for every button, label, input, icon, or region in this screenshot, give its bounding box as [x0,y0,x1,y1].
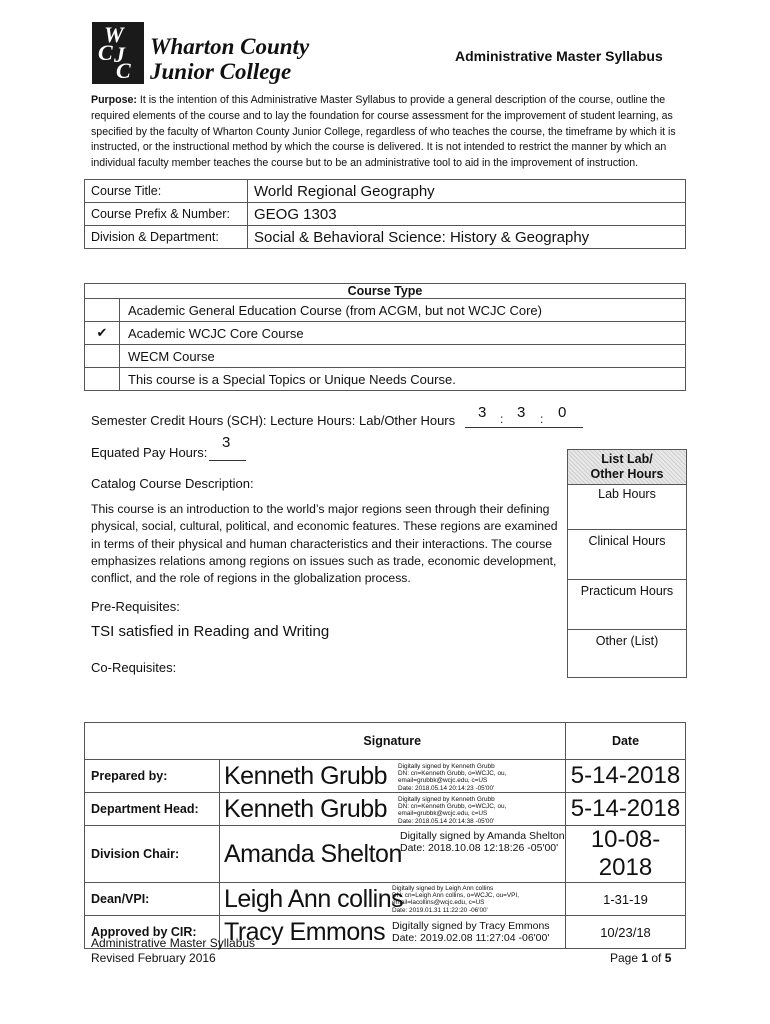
signer-name: Kenneth Grubb [224,761,388,790]
sig-meta-line: email=grubbk@wcjc.edu, c=US [398,810,488,818]
lab-hours-heading-line2: Other Hours [590,467,664,481]
signer-role: Prepared by: [85,760,220,793]
catalog-label: Catalog Course Description: [91,476,254,491]
sig-meta-line: email=grubbk@wcjc.edu, c=US [398,777,488,785]
sch-underline [465,427,583,428]
digital-signature-details [398,763,506,792]
signature-date: 5-14-2018 [566,793,686,826]
sig-meta-line: Digitally signed by Kenneth Grubb [398,796,495,803]
signature-date: 1-31-19 [566,883,686,916]
purpose-label: Purpose: [91,94,137,106]
institution-line1: Wharton County [150,34,310,59]
division-row [85,226,686,249]
course-type-row [85,322,686,345]
page-of: of [648,951,665,965]
sig-meta-line: DN: cn=Kenneth Grubb, o=WCJC, ou, [398,770,507,778]
page-current: 1 [641,951,649,965]
signature-row [85,883,686,916]
signature-cell[interactable] [220,760,566,793]
sig-meta-line: Digitally signed by Kenneth Grubb [398,763,495,770]
course-prefix-row [85,203,686,226]
sch-label: Semester Credit Hours (SCH): Lecture Hours: Lab/Other Hours [91,413,456,428]
page-number [610,951,671,965]
signer-name: Leigh Ann collins [224,884,404,913]
digital-signature-details [392,920,550,944]
signature-cell[interactable] [220,826,566,883]
college-logo [92,22,144,84]
signature-date: 10-08-2018 [566,826,686,883]
course-prefix-label: Course Prefix & Number: [85,203,248,226]
sig-header-blank [85,723,220,760]
signer-role: Division Chair: [85,826,220,883]
equated-value: 3 [222,434,231,451]
sig-meta-line: Date: 2019.01.31 11:22:20 -06'00' [392,906,488,914]
prereq-value: TSI satisfied in Reading and Writing [91,623,330,640]
date-column-header: Date [566,723,686,760]
coreq-label: Co-Requisites: [91,660,177,675]
logo-letter: C [98,40,113,65]
signer-role: Approved by CIR: [85,916,220,949]
lecture-separator: : [540,412,544,426]
signature-column-header: Signature [220,723,566,760]
course-type-row [85,368,686,391]
signature-cell[interactable] [220,916,566,949]
sig-meta-line: Date: 2018.05.14 20:14:38 -05'00' [398,817,495,825]
footer [91,936,255,966]
sig-meta-line: DN: cn=Kenneth Grubb, o=WCJC, ou, [398,803,507,811]
signer-role: Dean/VPI: [85,883,220,916]
clinical-hours-cell: Clinical Hours [568,530,687,580]
prereq-label: Pre-Requisites: [91,599,180,614]
lab-hours-heading [568,450,687,485]
course-type-label: WECM Course [120,345,686,368]
sch-value: 3 [478,404,487,421]
sch-separator: : [500,412,504,426]
logo-letter: J [114,42,125,67]
division-label: Division & Department: [85,226,248,249]
catalog-description: This course is an introduction to the world’s major regions seen through their defining physical, social, cultural, political, and economic features. These regions are examined in terms of their physical and human characteristics and their interactions. The course emphasizes relations among regions on issues such as trade, economic development, conflict, and the role of regions in the globalization process. [91,502,558,586]
purpose-paragraph [91,93,687,172]
course-type-checkbox[interactable] [85,299,120,322]
footer-line2: Revised February 2016 [91,951,216,965]
logo-letter: W [104,22,124,47]
sig-meta-line: Digitally signed by Tracy Emmons [392,920,550,932]
signer-name: Tracy Emmons [224,917,386,946]
equated-label: Equated Pay Hours: [91,445,208,460]
other-hours-cell: Other (List) [568,630,687,678]
course-type-table [84,283,686,391]
digital-signature-details [392,885,519,914]
lab-hours-heading-line1: List Lab/ [601,452,653,466]
division-value: Social & Behavioral Science: History & Geography [248,226,686,249]
logo-letter: C [116,58,131,83]
digital-signature-details [398,796,506,825]
signature-date: 10/23/18 [566,916,686,949]
course-type-heading: Course Type [85,284,686,299]
page-prefix: Page [610,951,642,965]
purpose-text: It is the intention of this Administrative Master Syllabus to provide a general description of the course, outline the required elements of the course and to lay the foundation for course assessment for the improvement of student learning, as specified by the faculty of Wharton County Junior College, regardless of who teaches the course, the timeframe by which it is instructed, or the instructional method by which the course is delivered. It is not intended to restrict the manner by which an individual faculty member teaches the course but to be an administrative tool to aid in the improvement of instruction. [91,94,676,170]
sig-meta-line: Digitally signed by Leigh Ann collins [392,885,494,892]
equated-underline [209,460,246,461]
signer-name: Amanda Shelton [224,839,402,868]
sig-meta-line: DN: cn=Leigh Ann collins, o=WCJC, ou=VPI, [392,892,519,900]
institution-line2: Junior College [150,59,292,84]
course-info-table [84,179,686,249]
sig-meta-line: Digitally signed by Amanda Shelton [400,830,565,842]
signature-row [85,826,686,883]
course-type-checkbox[interactable]: ✔ [85,322,120,345]
footer-line1: Administrative Master Syllabus [91,936,256,950]
course-prefix-value: GEOG 1303 [248,203,686,226]
signer-name: Kenneth Grubb [224,794,388,823]
signature-date: 5-14-2018 [566,760,686,793]
page-total: 5 [664,951,672,965]
institution-name [150,34,309,84]
course-type-checkbox[interactable] [85,345,120,368]
course-type-checkbox[interactable] [85,368,120,391]
sig-meta-line: Date: 2018.05.14 20:14:23 -05'00' [398,784,495,792]
document-title: Administrative Master Syllabus [455,48,663,64]
course-type-row [85,345,686,368]
digital-signature-details [400,830,565,854]
course-title-label: Course Title: [85,180,248,203]
practicum-hours-cell: Practicum Hours [568,580,687,630]
sig-meta-line: Date: 2019.02.08 11:27:04 -06'00' [392,932,550,944]
sig-meta-line: email=lacollins@wcjc.edu, c=US [392,899,485,907]
signature-table [84,722,686,949]
lab-hours-table [567,449,687,678]
course-title-row [85,180,686,203]
signature-cell[interactable] [220,883,566,916]
course-title-value: World Regional Geography [248,180,686,203]
course-type-row [85,299,686,322]
lab-hours-cell: Lab Hours [568,485,687,530]
signature-row [85,793,686,826]
lab-hours-value: 0 [558,404,567,421]
signature-cell[interactable] [220,793,566,826]
signer-role: Department Head: [85,793,220,826]
signature-row [85,760,686,793]
course-type-label: Academic General Education Course (from ACGM, but not WCJC Core) [120,299,686,322]
course-type-label: Academic WCJC Core Course [120,322,686,345]
lecture-hours-value: 3 [517,404,526,421]
sig-meta-line: Date: 2018.10.08 12:18:26 -05'00' [400,842,559,854]
course-type-label: This course is a Special Topics or Unique Needs Course. [120,368,686,391]
